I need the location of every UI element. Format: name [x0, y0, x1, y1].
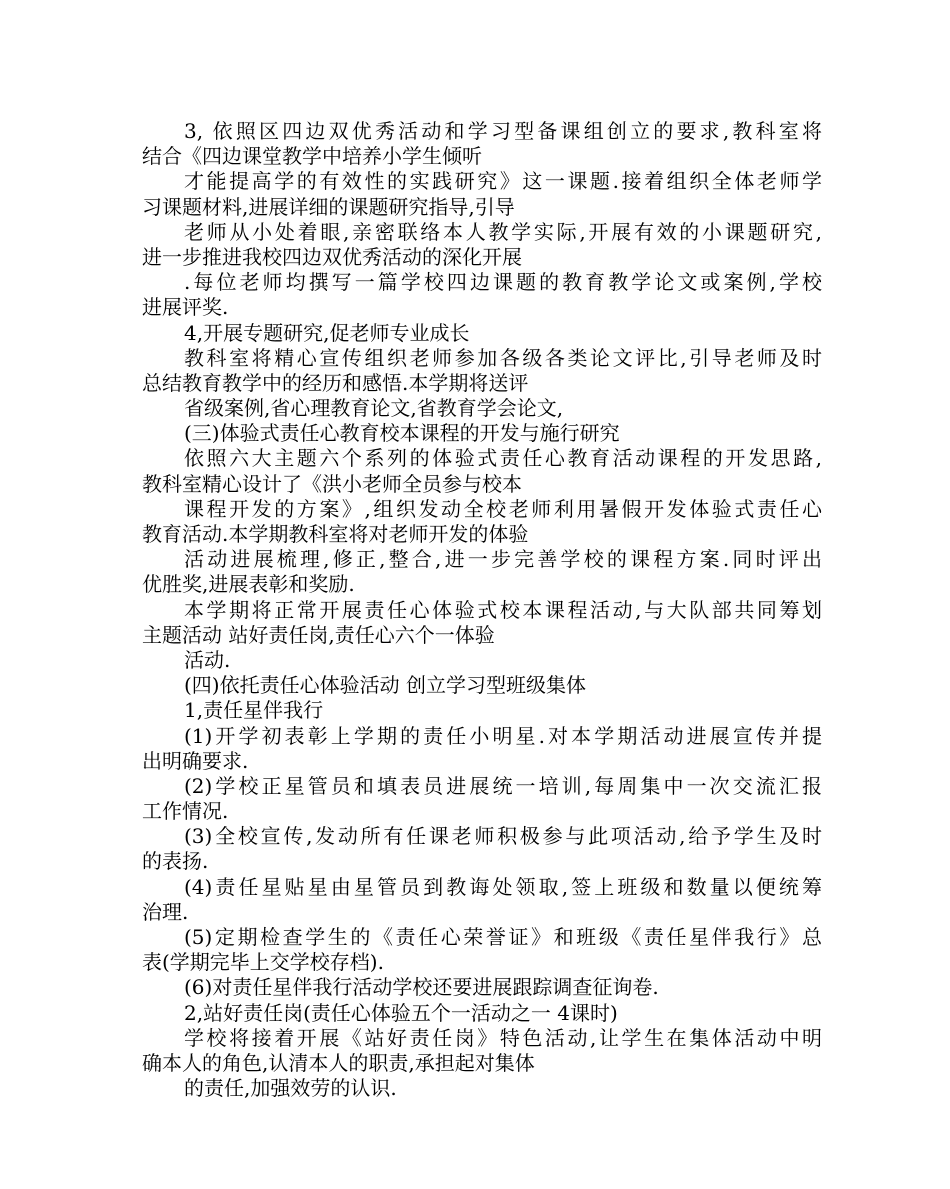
text-line: 本学期将正常开展责任心体验式校本课程活动,与大队部共同筹划	[184, 597, 822, 622]
text-line: 主题活动 站好责任岗,责任心六个一体验	[142, 622, 495, 647]
text-line: (5)定期检查学生的《责任心荣誉证》和班级《责任星伴我行》总	[184, 925, 822, 949]
text-line: 老师从小处着眼,亲密联络本人教学实际,开展有效的小课题研究,	[184, 219, 822, 244]
text-line: (四)依托责任心体验活动 创立学习型班级集体	[184, 673, 586, 698]
text-line: 教科室将精心宣传组织老师参加各级各类论文评比,引导老师及时	[184, 345, 822, 370]
text-line: (4)责任星贴星由星管员到教诲处领取,签上班级和数量以便统筹	[184, 874, 822, 899]
text-line: 进一步推进我校四边双优秀活动的深化开展	[142, 244, 522, 269]
text-line: 结合《四边课堂教学中培养小学生倾听	[142, 144, 482, 169]
text-line: 学校将接着开展《站好责任岗》特色活动,让学生在集体活动中明	[184, 1025, 822, 1050]
text-line: 1,责任星伴我行	[184, 698, 324, 723]
text-line: 的表扬.	[142, 849, 209, 874]
text-line: 活动进展梳理,修正,整合,进一步完善学校的课程方案.同时评出	[184, 547, 822, 572]
text-line: 出明确要求.	[142, 748, 249, 773]
text-line: .每位老师均撰写一篇学校四边课题的教育教学论文或案例,学校	[184, 270, 822, 295]
text-line: 依照六大主题六个系列的体验式责任心教育活动课程的开发思路,	[184, 446, 822, 471]
text-line: 工作情况.	[142, 799, 229, 824]
document-body	[142, 119, 822, 1101]
text-line: 活动.	[184, 647, 231, 672]
text-line: 2,站好责任岗(责任心体验五个一活动之一 4课时)	[184, 1000, 618, 1025]
text-line: 确本人的角色,认清本人的职责,承担起对集体	[142, 1050, 535, 1075]
text-line: 优胜奖,进展表彰和奖励.	[142, 572, 355, 597]
text-line: (1)开学初表彰上学期的责任小明星.对本学期活动进展宣传并提	[184, 723, 822, 748]
text-line: 进展评奖.	[142, 295, 229, 320]
text-line: 课程开发的方案》,组织发动全校老师利用暑假开发体验式责任心	[184, 496, 822, 521]
text-line: 习课题材料,进展详细的课题研究指导,引导	[142, 194, 515, 219]
text-line: 表(学期完毕上交学校存档).	[142, 950, 384, 975]
text-line: 3, 依照区四边双优秀活动和学习型备课组创立的要求,教科室将	[184, 119, 822, 143]
text-line: 总结教育教学中的经历和感悟.本学期将送评	[142, 370, 529, 395]
text-line: (2)学校正星管员和填表员进展统一培训,每周集中一次交流汇报	[184, 773, 822, 798]
text-line: (3)全校宣传,发动所有任课老师积极参与此项活动,给予学生及时	[184, 824, 822, 849]
text-line: 教科室精心设计了《洪小老师全员参与校本	[142, 471, 522, 496]
text-line: (6)对责任星伴我行活动学校还要进展跟踪调查征询卷.	[184, 975, 659, 1000]
text-line: 4,开展专题研究,促老师专业成长	[184, 320, 470, 345]
text-line: 的责任,加强效劳的认识.	[184, 1076, 397, 1101]
text-line: 才能提高学的有效性的实践研究》这一课题.接着组织全体老师学	[184, 169, 822, 194]
text-line: 教育活动.本学期教科室将对老师开发的体验	[142, 522, 529, 546]
text-line: (三)体验式责任心教育校本课程的开发与施行研究	[184, 421, 620, 446]
text-line: 省级案例,省心理教育论文,省教育学会论文,	[184, 396, 564, 421]
text-line: 治理.	[142, 899, 189, 924]
